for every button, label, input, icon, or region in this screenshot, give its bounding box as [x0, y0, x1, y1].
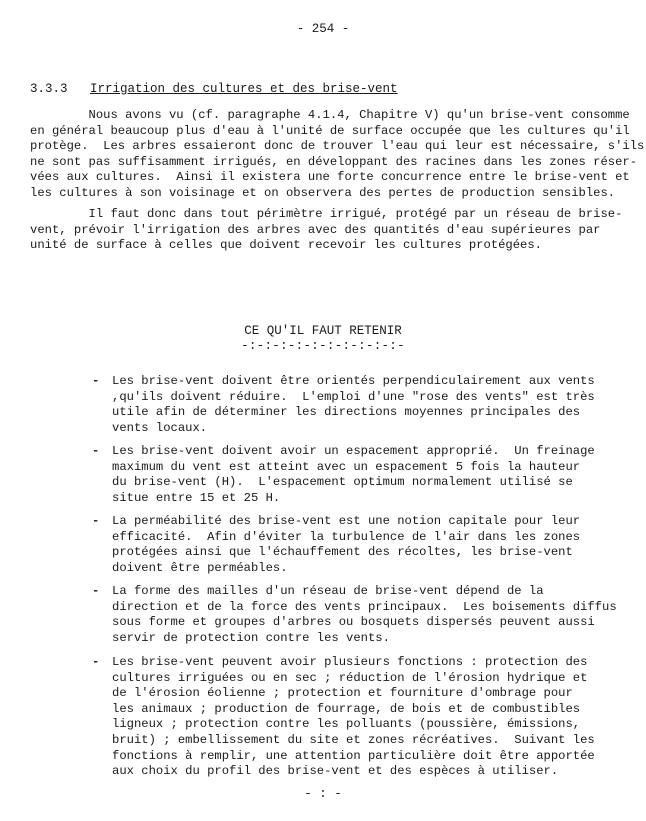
- page-number: - 254 -: [296, 22, 350, 36]
- bullet-text: La forme des mailles d'un réseau de brise-vent dépend de la direction et de la force des vents principaux. Les boisements diffus sous forme et groupes d'arbres ou bosquets dispersés peuvent aussi servir de protection contre les vents.: [112, 584, 617, 645]
- summary-title-rule: -:-:-:-:-:-:-:-:-:-:-: [241, 339, 405, 353]
- bullet-text: Les brise-vent doivent avoir un espacement approprié. Un freinage maximum du vent est atteint avec un espacement 5 fois la hauteur du brise-vent (H). L'espacement optimum normalement utilisé se situe entre 15 et 25 H.: [112, 444, 595, 505]
- section-number: 3.3.3: [30, 82, 68, 96]
- bullet-dash: -: [92, 655, 100, 669]
- section-heading: [30, 82, 398, 96]
- bullet-dash: -: [92, 444, 100, 458]
- bullet-dash: -: [92, 584, 100, 598]
- bullet-text: Les brise-vent peuvent avoir plusieurs fonctions : protection des cultures irriguées ou en sec ; réduction de l'érosion hydrique et de l'érosion éolienne ; protection et fourniture d'ombrage pour les animaux ; production de fourrage, de bois et de combustibles ligneux ; protection contre les polluants (poussière, émissions, bruit) ; embellissement du site et zones récréatives. Suivant les fonctions à remplir, une attention particulière doit être apportée aux choix du profil des brise-vent et des espèces à utiliser.: [112, 655, 595, 779]
- summary-title: CE QU'IL FAUT RETENIR: [244, 324, 402, 338]
- bullet-text: La perméabilité des brise-vent est une notion capitale pour leur efficacité. Afin d'éviter la turbulence de l'air dans les zones protégées ainsi que l'échauffement des récoltes, les brise-vent doivent être perméables.: [112, 514, 581, 575]
- bullet-dash: -: [92, 514, 100, 528]
- page-continuation-mark: - : -: [304, 787, 342, 801]
- body-paragraph: Nous avons vu (cf. paragraphe 4.1.4, Chapitre V) qu'un brise-vent consomme en général beaucoup plus d'eau à l'unité de surface occupée que les cultures qu'il protège. Les arbres essaieront donc de trouver l'eau qui leur est nécessaire, s'ils ne sont pas suffisamment irrigués, en développant des racines dans les zones réser- vées aux cultures. Ainsi il existera une forte concurrence entre le brise-vent et les cultures à son voisinage et on observera des pertes de production sensibles.: [30, 108, 645, 200]
- bullet-dash: -: [92, 374, 100, 388]
- body-paragraph: Il faut donc dans tout périmètre irrigué, protégé par un réseau de brise- vent, prévoir l'irrigation des arbres avec des quantités d'eau supérieures par unité de surface à celles que doivent recevoir les cultures protégées.: [30, 207, 623, 253]
- section-title: Irrigation des cultures et des brise-vent: [90, 82, 398, 96]
- bullet-text: Les brise-vent doivent être orientés perpendiculairement aux vents ,qu'ils doivent réduire. L'emploi d'une "rose des vents" est très utile afin de déterminer les directions moyennes principales des vents locaux.: [112, 374, 595, 435]
